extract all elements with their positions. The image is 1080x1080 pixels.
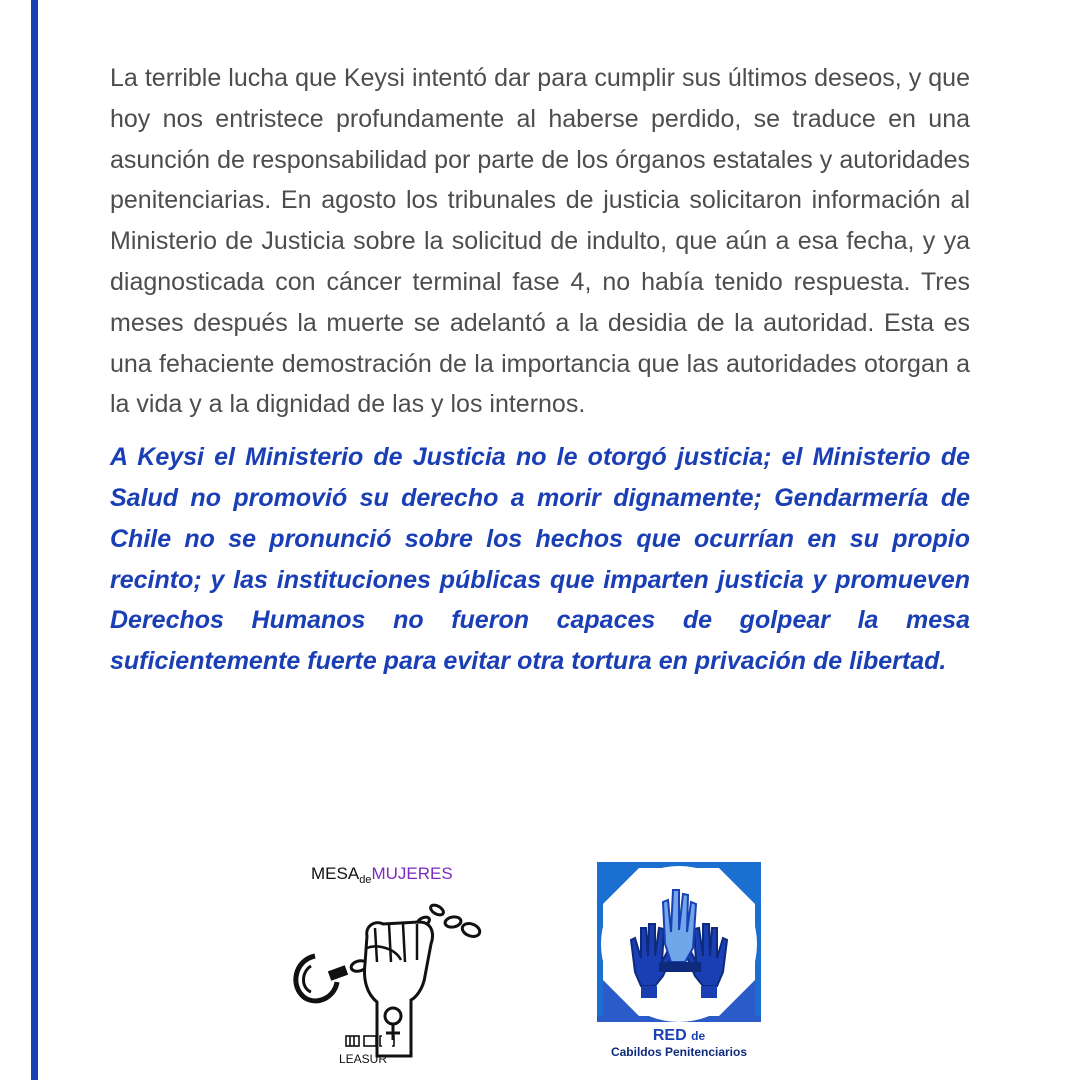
paragraph-2-highlight: A Keysi el Ministerio de Justicia no le otorgó justicia; el Ministerio de Salud no promovió su derecho a morir dignamente; Gendarmería de Chile no se pronunció sobre los hechos que ocurrían en su propio recinto; y las instituciones públicas que imparten justicia y promueven Derechos Humanos no fueron capaces de golpear la mesa suficientemente fuerte para evitar otra tortura en privación de libertad.	[110, 443, 970, 676]
mesa-de-mujeres-title: $MESA_{de}MUJERES$	[311, 864, 453, 886]
paragraph-1: La terrible lucha que Keysi intentó dar para cumplir sus últimos deseos, y que hoy nos entristece profundamente al haberse perdido, se traduce en una asunción de responsabilidad por parte de los órganos estatales y autoridades penitenciarias. En agosto los tribunales de justicia solicitaron información al Ministerio de Justicia sobre la solicitud de indulto, que aún a esa fecha, y ya diagnosticada con cáncer terminal fase 4, no había tenido respuesta. Tres meses después la muerte se adelantó a la desidia de la autoridad. Esta es una fehaciente demostración de la importancia que las autoridades otorgan a la vida y a la dignidad de las y los internos.	[110, 64, 970, 419]
article-body	[110, 58, 970, 682]
raised-hands-icon	[597, 862, 761, 1022]
red-cabildos-logo	[597, 862, 761, 1060]
leasur-mark-icon	[345, 1034, 399, 1048]
leasur-label: LEASUR	[339, 1052, 388, 1066]
mesa-de-mujeres-logo	[285, 862, 485, 1072]
left-accent-bar	[31, 0, 38, 1080]
red-subtitle: Cabildos Penitenciarios	[610, 1045, 748, 1059]
red-title: RED de	[652, 1027, 706, 1044]
